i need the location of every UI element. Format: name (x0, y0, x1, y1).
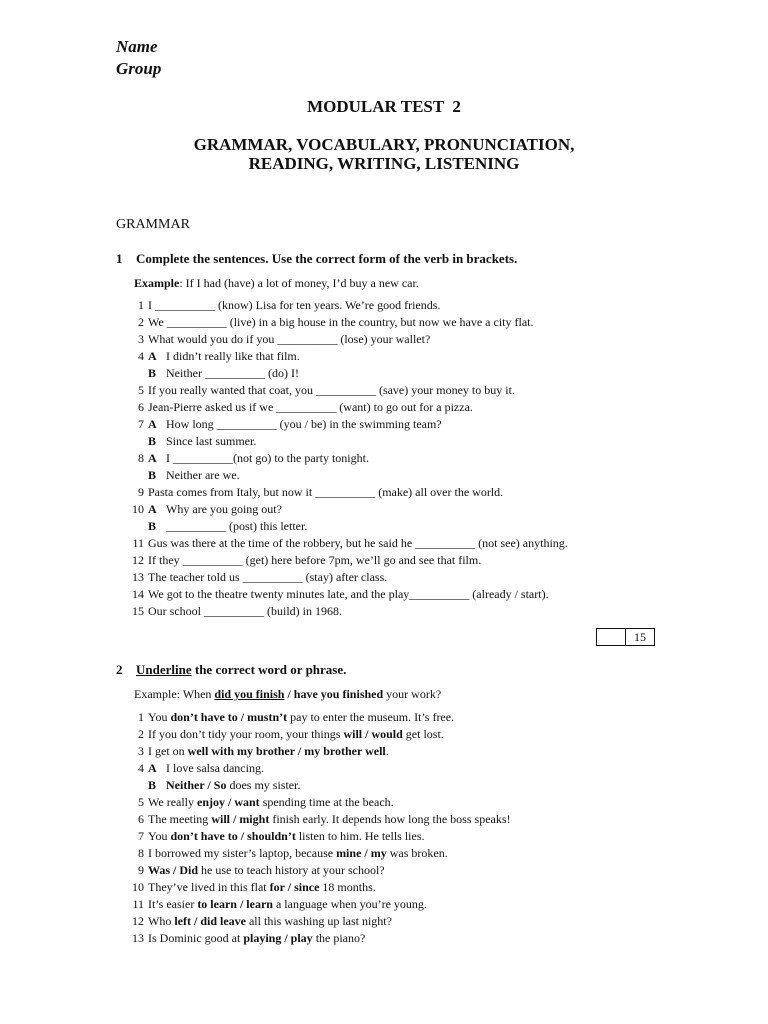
item-text: They’ve lived in this flat (148, 880, 270, 894)
list-item (124, 828, 511, 845)
choice-options: Neither / So (166, 778, 227, 792)
choice-options: don’t have to / mustn’t (170, 710, 288, 724)
instruction-text: Complete the sentences. Use the correct form of the verb in brackets. (136, 251, 518, 266)
item-number: 3 (138, 332, 144, 346)
list-item (124, 348, 568, 365)
list-item (124, 930, 511, 947)
item-text: I love salsa dancing. (166, 761, 264, 775)
item-text: We __________ (live) in a big house in the country, but now we have a city flat. (148, 315, 534, 329)
example-post: your work? (383, 687, 442, 701)
item-number: 9 (138, 863, 144, 877)
speaker-label: B (148, 778, 157, 792)
item-number: 9 (138, 485, 144, 499)
item-number: 7 (138, 417, 144, 431)
item-text: listen to him. He tells lies. (295, 829, 425, 843)
task-number: 2 (116, 662, 123, 677)
speaker-label: A (148, 451, 157, 465)
subtitle-line-1: GRAMMAR, VOCABULARY, PRONUNCIATION, (193, 135, 575, 154)
item-text: It’s easier (148, 897, 198, 911)
choice-options: left / did leave (174, 914, 246, 928)
example-label: Example (134, 276, 180, 290)
item-text: Is Dominic good at (148, 931, 244, 945)
task-2-items (124, 709, 511, 947)
list-item (124, 314, 568, 331)
item-text: I didn’t really like that film. (166, 349, 300, 363)
section-heading: GRAMMAR (116, 217, 190, 232)
item-text: If you really wanted that coat, you __________ (save) your money to buy it. (148, 383, 515, 397)
list-item (124, 484, 568, 501)
speaker-label: A (148, 502, 157, 516)
list-item (124, 913, 511, 930)
task-1-items (124, 297, 568, 620)
item-text: a language when you’re young. (272, 897, 427, 911)
item-number: 2 (138, 727, 144, 741)
choice-options: for / since (269, 880, 320, 894)
item-text: I __________(not go) to the party tonight. (166, 451, 369, 465)
item-text: What would you do if you __________ (lose) your wallet? (148, 332, 431, 346)
instruction-underlined: Underline (136, 662, 192, 677)
list-item (124, 569, 568, 586)
list-item (124, 331, 568, 348)
list-item (124, 382, 568, 399)
task-number: 1 (116, 251, 123, 266)
item-number: 10 (132, 502, 144, 516)
speaker-label: B (148, 366, 157, 380)
item-text: We got to the theatre twenty minutes late, and the play__________ (already / start). (148, 587, 549, 601)
item-number: 2 (138, 315, 144, 329)
item-text: You (148, 829, 171, 843)
instruction-text: the correct word or phrase. (191, 662, 347, 677)
item-number: 13 (132, 931, 144, 945)
group-label: Group (116, 59, 162, 78)
list-item (124, 365, 568, 382)
list-item (124, 726, 511, 743)
choice-options: mine / my (336, 846, 387, 860)
list-item (124, 450, 568, 467)
score-total: 15 (634, 630, 646, 644)
item-text: all this washing up last night? (245, 914, 392, 928)
choice-options: don’t have to / shouldn’t (170, 829, 296, 843)
item-text: does my sister. (226, 778, 301, 792)
item-text: If you don’t tidy your room, your things (148, 727, 344, 741)
item-number: 10 (132, 880, 144, 894)
example-answer: did you finish (214, 687, 285, 701)
item-text: I get on (148, 744, 188, 758)
choice-options: well with my brother / my brother well (187, 744, 386, 758)
list-item (124, 845, 511, 862)
item-text: Since last summer. (166, 434, 257, 448)
list-item (124, 896, 511, 913)
list-item (124, 399, 568, 416)
item-text: I __________ (know) Lisa for ten years. We’re good friends. (148, 298, 441, 312)
choice-options: to learn / learn (197, 897, 273, 911)
item-number: 6 (138, 400, 144, 414)
page-subtitle (0, 135, 768, 173)
item-text: Neither __________ (do) I! (166, 366, 299, 380)
list-item (124, 709, 511, 726)
choice-options: will / would (343, 727, 403, 741)
item-text: I borrowed my sister’s laptop, because (148, 846, 337, 860)
item-text: 18 months. (319, 880, 376, 894)
item-text: Who (148, 914, 175, 928)
task-2-example (134, 687, 441, 702)
task-2-instruction (116, 662, 346, 678)
task-1-instruction (116, 251, 517, 267)
list-item (124, 777, 511, 794)
item-text: How long __________ (you / be) in the swimming team? (166, 417, 442, 431)
item-text: The meeting (148, 812, 212, 826)
item-number: 5 (138, 383, 144, 397)
item-text: the piano? (312, 931, 366, 945)
item-text: You (148, 710, 171, 724)
choice-options: will / might (211, 812, 270, 826)
item-number: 4 (138, 349, 144, 363)
item-number: 8 (138, 846, 144, 860)
speaker-label: B (148, 468, 157, 482)
speaker-label: A (148, 417, 157, 431)
list-item (124, 467, 568, 484)
item-number: 12 (132, 914, 144, 928)
list-item (124, 603, 568, 620)
list-item (124, 794, 511, 811)
item-text: __________ (post) this letter. (166, 519, 308, 533)
item-number: 1 (138, 710, 144, 724)
item-number: 1 (138, 298, 144, 312)
example-pre: Example: When (134, 687, 215, 701)
example-text: : If I had (have) a lot of money, I’d buy a new car. (179, 276, 419, 290)
item-text: Gus was there at the time of the robbery, but he said he __________ (not see) anything. (148, 536, 568, 550)
list-item (124, 743, 511, 760)
item-number: 3 (138, 744, 144, 758)
speaker-label: A (148, 349, 157, 363)
item-text: Neither are we. (166, 468, 240, 482)
item-number: 14 (132, 587, 144, 601)
page-title: MODULAR TEST 2 (307, 97, 461, 116)
item-text: Pasta comes from Italy, but now it __________ (make) all over the world. (148, 485, 504, 499)
item-number: 5 (138, 795, 144, 809)
list-item (124, 552, 568, 569)
list-item (124, 586, 568, 603)
item-number: 12 (132, 553, 144, 567)
item-number: 11 (132, 536, 144, 550)
score-input-cell[interactable] (597, 629, 626, 645)
name-label: Name (116, 37, 158, 56)
item-text: . (385, 744, 389, 758)
subtitle-line-2: READING, WRITING, LISTENING (248, 154, 520, 173)
item-text: he use to teach history at your school? (198, 863, 385, 877)
item-number: 4 (138, 761, 144, 775)
list-item (124, 518, 568, 535)
item-number: 15 (132, 604, 144, 618)
list-item (124, 879, 511, 896)
item-number: 11 (132, 897, 144, 911)
task-1-example (134, 276, 419, 291)
item-text: pay to enter the museum. It’s free. (287, 710, 455, 724)
list-item (124, 535, 568, 552)
speaker-label: A (148, 761, 157, 775)
item-text: If they __________ (get) here before 7pm, we’ll go and see that film. (148, 553, 482, 567)
score-box (596, 628, 655, 646)
list-item (124, 297, 568, 314)
list-item (124, 811, 511, 828)
list-item (124, 862, 511, 879)
item-number: 13 (132, 570, 144, 584)
speaker-label: B (148, 519, 157, 533)
example-alt: / have you finished (284, 687, 384, 701)
item-text: The teacher told us __________ (stay) after class. (148, 570, 388, 584)
list-item (124, 433, 568, 450)
speaker-label: B (148, 434, 157, 448)
choice-options: playing / play (243, 931, 313, 945)
item-text: spending time at the beach. (259, 795, 394, 809)
item-text: was broken. (386, 846, 448, 860)
item-number: 7 (138, 829, 144, 843)
item-text: We really (148, 795, 198, 809)
list-item (124, 760, 511, 777)
list-item (124, 416, 568, 433)
item-text: finish early. It depends how long the boss speaks! (269, 812, 511, 826)
item-number: 6 (138, 812, 144, 826)
choice-options: Was / Did (148, 863, 199, 877)
item-text: Our school __________ (build) in 1968. (148, 604, 342, 618)
item-text: Jean-Pierre asked us if we __________ (want) to go out for a pizza. (148, 400, 473, 414)
item-text: get lost. (402, 727, 444, 741)
choice-options: enjoy / want (197, 795, 260, 809)
item-text: Why are you going out? (166, 502, 282, 516)
item-number: 8 (138, 451, 144, 465)
list-item (124, 501, 568, 518)
